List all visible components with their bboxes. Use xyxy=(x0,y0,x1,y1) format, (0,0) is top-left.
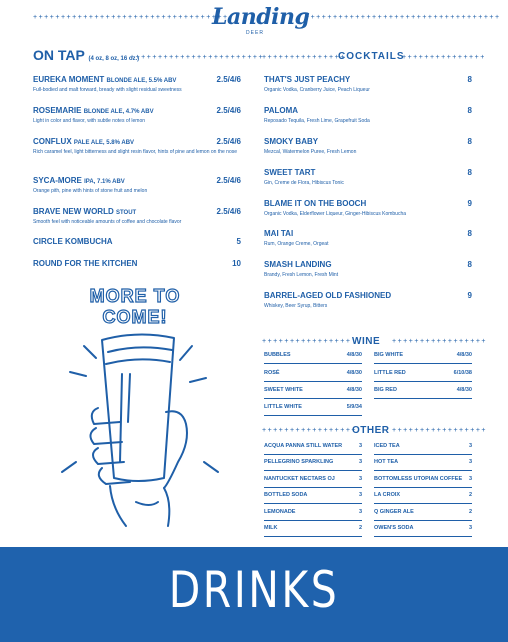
other-price: 2 xyxy=(358,525,362,531)
wine-row xyxy=(374,385,472,399)
beer-name: CONFLUX xyxy=(33,137,72,146)
cocktail-name: THAT'S JUST PEACHY xyxy=(264,75,351,84)
beer-description: Smooth feel with noticeable amounts of coffee and chocolate flavor xyxy=(33,219,182,225)
other-price: 2 xyxy=(468,492,472,498)
cocktail-description: Organic Vodka, Cranberry Juice, Peach Liqueur xyxy=(264,87,370,93)
cocktail-item xyxy=(264,137,474,161)
other-row xyxy=(264,457,362,471)
beer-item xyxy=(33,259,241,271)
cocktail-price: 9 xyxy=(467,199,472,208)
other-row xyxy=(264,523,362,537)
other-price: 3 xyxy=(358,509,362,515)
sparkle-line xyxy=(70,372,86,376)
beer-description: Full-bodied and malt forward, bready with slight residual sweetness xyxy=(33,87,182,93)
cocktail-price: 8 xyxy=(467,75,472,84)
cocktail-item xyxy=(264,168,474,192)
wine-name: LITTLE WHITE xyxy=(264,404,302,410)
sparkle-line xyxy=(180,346,192,360)
sparkle-line xyxy=(190,378,206,382)
cocktail-name: BARREL-AGED OLD FASHIONED xyxy=(264,291,392,300)
cocktail-item xyxy=(264,106,474,130)
beer-name: CIRCLE KOMBUCHA xyxy=(33,237,113,246)
cocktails-left-divider: +++++++++++++++ xyxy=(262,54,346,61)
wrist-line xyxy=(164,488,169,526)
beer-item xyxy=(33,75,241,101)
other-name: BOTTLED SODA xyxy=(264,492,308,498)
other-price: 3 xyxy=(468,459,472,465)
beer-item xyxy=(33,106,241,132)
cocktails-heading: COCKTAILS xyxy=(338,51,405,62)
glass-outline xyxy=(102,334,174,481)
cocktail-item xyxy=(264,75,474,99)
wine-row xyxy=(264,402,362,416)
other-price: 3 xyxy=(358,492,362,498)
other-price: 2 xyxy=(468,509,472,515)
beer-name: ROUND FOR THE KITCHEN xyxy=(33,259,138,268)
other-price: 3 xyxy=(468,443,472,449)
cocktail-price: 8 xyxy=(467,106,472,115)
other-row xyxy=(374,507,472,521)
wine-price: 4/8/30 xyxy=(456,352,472,358)
other-name: MILK xyxy=(264,525,278,531)
beer-description: Rich caramel feel, light bitterness and slight resin flavor, hints of pine and lemon on the nose xyxy=(33,149,238,155)
beer-item xyxy=(33,137,241,167)
cocktail-name: PALOMA xyxy=(264,106,299,115)
wine-row xyxy=(264,385,362,399)
cocktail-item xyxy=(264,229,474,253)
other-name: ACQUA PANNA STILL WATER xyxy=(264,443,343,449)
cocktail-name: SWEET TART xyxy=(264,168,316,177)
beer-price: 2.5/4/6 xyxy=(216,176,241,185)
wine-price: 5/9/34 xyxy=(346,404,362,410)
beer-style: PALE ALE, 5.8% ABV xyxy=(73,140,135,146)
logo-text: Landing xyxy=(212,4,310,30)
wine-name: ROSÉ xyxy=(264,370,280,376)
on-tap-heading xyxy=(33,47,139,63)
other-row xyxy=(374,457,472,471)
sparkle-line xyxy=(84,346,96,358)
beer-price: 5 xyxy=(236,237,241,246)
finger xyxy=(90,428,122,444)
wine-name: BIG WHITE xyxy=(374,352,404,358)
wine-left-divider: ++++++++++++++++ xyxy=(262,338,352,345)
other-name: ICED TEA xyxy=(374,443,400,449)
other-name: BOTTOMLESS UTOPIAN COFFEE xyxy=(374,476,463,482)
wine-row xyxy=(264,368,362,382)
other-row xyxy=(264,474,362,488)
other-row xyxy=(264,507,362,521)
other-left-divider: +++++++++++++++++ xyxy=(262,427,357,434)
landing-logo xyxy=(212,4,310,40)
cocktail-description: Mezcal, Watermelon Puree, Fresh Lemon xyxy=(264,149,357,155)
wine-heading: WINE xyxy=(352,336,381,347)
cocktail-description: Whiskey, Beer Syrup, Bitters xyxy=(264,303,328,309)
other-name: NANTUCKET NECTARS OJ xyxy=(264,476,335,482)
cocktail-price: 8 xyxy=(467,229,472,238)
beer-foam-line xyxy=(106,359,170,364)
cocktail-price: 8 xyxy=(467,168,472,177)
wine-price: 4/8/30 xyxy=(346,370,362,376)
other-name: OWEN'S SODA xyxy=(374,525,414,531)
other-row xyxy=(264,490,362,504)
cocktail-item xyxy=(264,199,474,223)
beer-item xyxy=(33,237,241,249)
other-name: HOT TEA xyxy=(374,459,399,465)
other-price: 3 xyxy=(468,525,472,531)
sparkle-line xyxy=(204,462,218,472)
other-name: LEMONADE xyxy=(264,509,296,515)
other-row xyxy=(374,474,472,488)
other-price: 3 xyxy=(358,459,362,465)
sparkle-line xyxy=(62,462,76,472)
other-row xyxy=(374,441,472,455)
other-name: LA CROIX xyxy=(374,492,401,498)
cocktail-price: 9 xyxy=(467,291,472,300)
wine-name: SWEET WHITE xyxy=(264,387,303,393)
wine-right-divider: +++++++++++++++++ xyxy=(392,338,487,345)
beer-price: 2.5/4/6 xyxy=(216,137,241,146)
beer-item xyxy=(33,207,241,231)
finger xyxy=(92,408,120,424)
other-price: 3 xyxy=(358,443,362,449)
wine-name: BIG RED xyxy=(374,387,397,393)
wine-price: 4/8/30 xyxy=(346,387,362,393)
beer-price: 10 xyxy=(232,259,241,268)
wine-price: 4/8/30 xyxy=(456,387,472,393)
glass-shine xyxy=(128,374,130,422)
drinks-title: DRINKS xyxy=(168,561,340,619)
cocktail-item xyxy=(264,260,474,284)
beer-style: BLONDE ALE, 5.5% ABV xyxy=(106,78,177,84)
hand-with-glass-illustration xyxy=(40,312,240,542)
on-tap-divider: ++++++++++++++++++++++++ xyxy=(130,54,265,61)
beer-price: 2.5/4/6 xyxy=(216,106,241,115)
wine-price: 6/10/38 xyxy=(453,370,472,376)
beer-name: BRAVE NEW WORLD xyxy=(33,207,114,216)
cocktail-description: Brandy, Fresh Lemon, Fresh Mint xyxy=(264,272,339,278)
other-price: 3 xyxy=(358,476,362,482)
other-heading: OTHER xyxy=(352,425,390,436)
other-row xyxy=(264,441,362,455)
logo-subtext: DEER xyxy=(246,30,264,36)
beer-price: 2.5/4/6 xyxy=(216,207,241,216)
beer-name: EUREKA MOMENT xyxy=(33,75,105,84)
cocktail-description: Gin, Creme de Flora, Hibiscus Tonic xyxy=(264,180,344,186)
wine-row xyxy=(264,350,362,364)
beer-price: 2.5/4/6 xyxy=(216,75,241,84)
more-to-come-text: MORE TO COME! xyxy=(89,286,181,327)
beer-name: ROSEMARIE xyxy=(33,106,82,115)
beer-style: STOUT xyxy=(115,210,137,216)
glass-shine xyxy=(120,374,122,462)
cocktail-description: Organic Vodka, Elderflower Liqueur, Ginger-Hibiscus Kombucha xyxy=(264,211,407,217)
cocktail-item xyxy=(264,291,474,315)
other-row xyxy=(374,490,472,504)
wine-price: 4/8/30 xyxy=(346,352,362,358)
beer-description: Orange pith, pine with hints of stone fruit and melon xyxy=(33,188,148,194)
top-right-divider: +++++++++++++++++++++++++++++++++++ xyxy=(305,14,501,21)
other-name: PELLEGRINO SPARKLING xyxy=(264,459,334,465)
on-tap-sizes: (4 oz, 8 oz, 16 oz.) xyxy=(88,56,140,62)
palm-crease xyxy=(136,502,158,505)
other-row xyxy=(374,523,472,537)
wine-name: LITTLE RED xyxy=(374,370,406,376)
other-price: 3 xyxy=(468,476,472,482)
cocktail-description: Reposado Tequila, Fresh Lime, Grapefruit Soda xyxy=(264,118,370,124)
cocktail-name: BLAME IT ON THE BOOCH xyxy=(264,199,367,208)
wine-row xyxy=(374,350,472,364)
beer-style: BLONDE ALE, 4.7% ABV xyxy=(83,109,154,115)
other-right-divider: +++++++++++++++++ xyxy=(392,427,487,434)
beer-item xyxy=(33,176,241,200)
cocktail-name: SMOKY BABY xyxy=(264,137,319,146)
drinks-footer-banner xyxy=(0,547,508,642)
other-name: Q GINGER ALE xyxy=(374,509,414,515)
beer-description: Light in color and flavor, with subtle notes of lemon xyxy=(33,118,146,124)
cocktail-price: 8 xyxy=(467,260,472,269)
glass-rim-line xyxy=(108,347,172,352)
on-tap-title: ON TAP xyxy=(33,47,85,63)
beer-name: SYCA-MORE xyxy=(33,176,82,185)
wine-row xyxy=(374,368,472,382)
beer-style: IPA, 7.1% ABV xyxy=(84,179,125,185)
top-left-divider: +++++++++++++++++++++++++++++++++++ xyxy=(33,14,229,21)
cocktail-name: SMASH LANDING xyxy=(264,260,332,269)
cocktail-name: MAI TAI xyxy=(264,229,294,238)
cocktail-description: Rum, Orange Creme, Orgeat xyxy=(264,241,329,247)
wrist-line xyxy=(110,486,126,526)
cocktail-price: 8 xyxy=(467,137,472,146)
cocktails-right-divider: +++++++++++++++ xyxy=(402,54,486,61)
wine-name: BUBBLES xyxy=(264,352,291,358)
